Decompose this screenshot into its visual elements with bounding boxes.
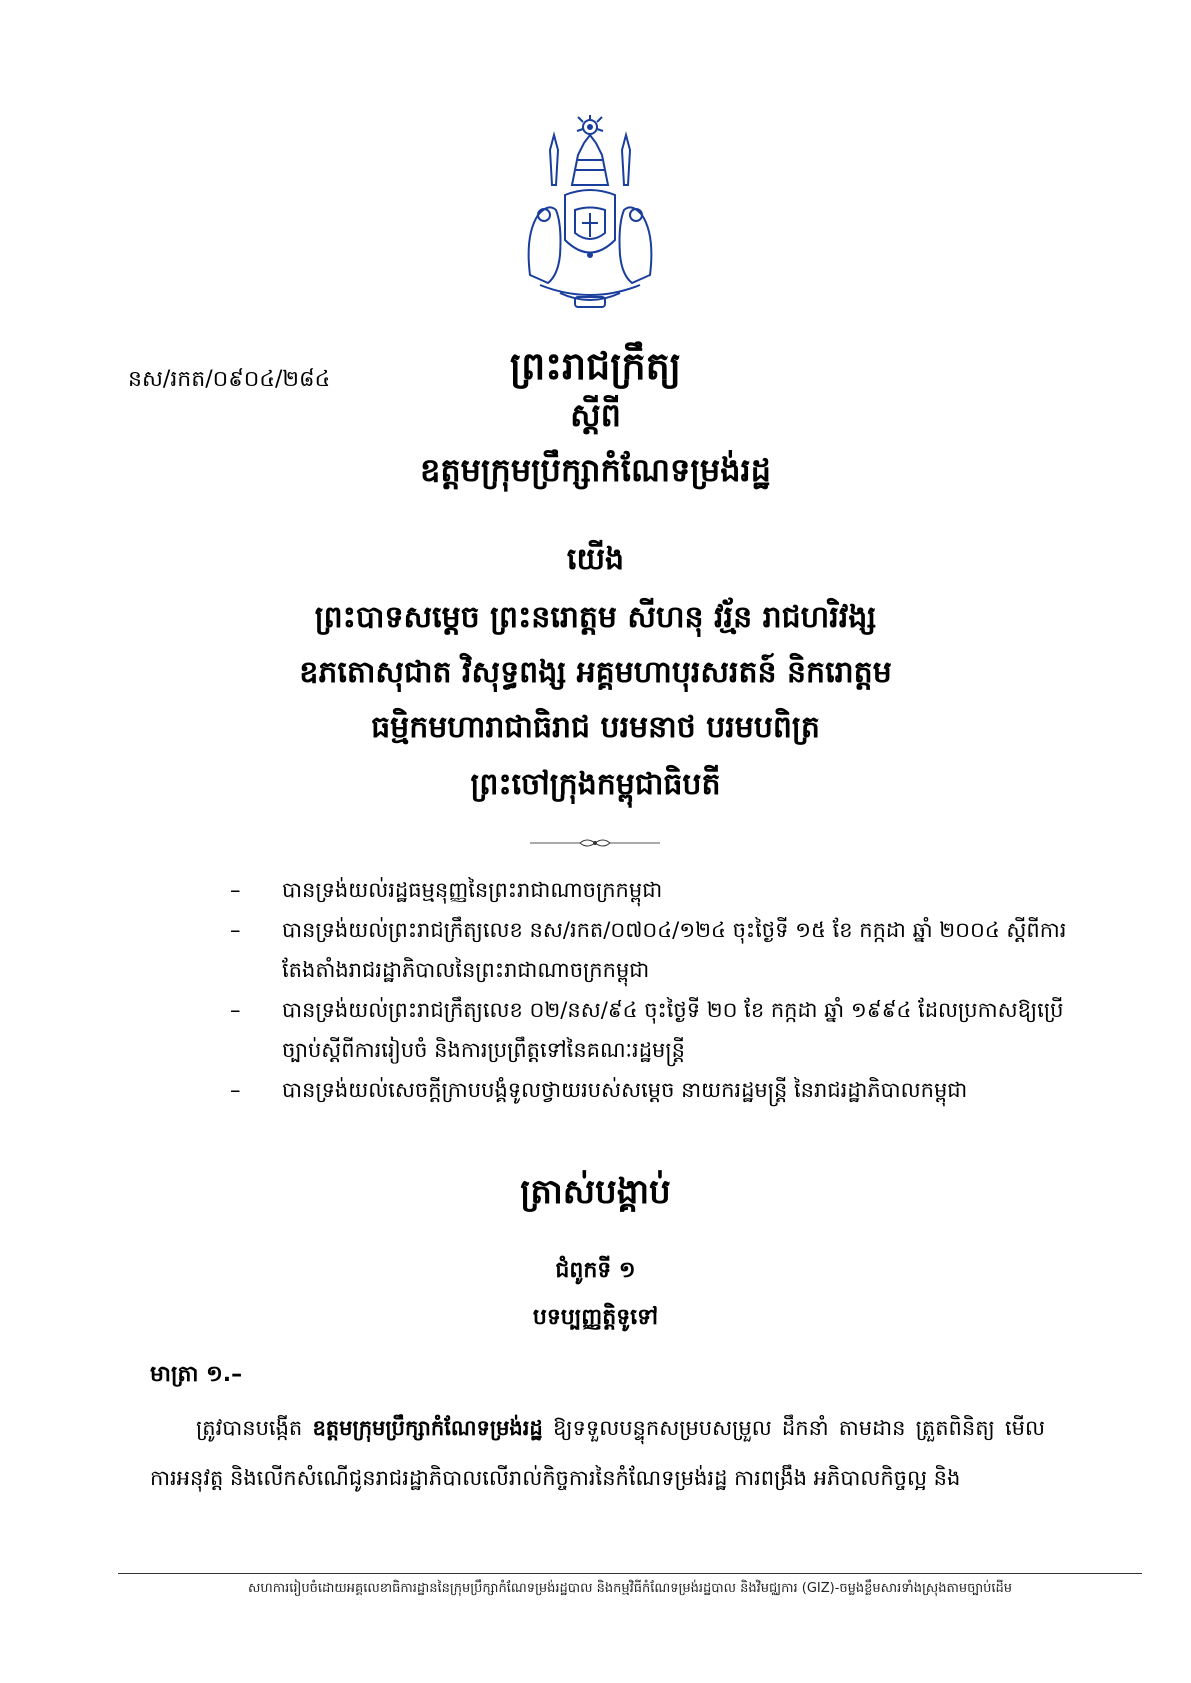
chapter-number: ជំពូកទី ១	[555, 1258, 636, 1283]
consideration-text: បានទ្រង់យល់រដ្ឋធម្មនុញ្ញនៃព្រះរាជាណាចក្រកម្ពុជា	[282, 878, 663, 902]
title-subject: ឧត្តមក្រុមប្រឹក្សាកំណែទម្រង់រដ្ឋ	[420, 451, 771, 489]
chapter-title: បទប្បញ្ញត្តិទូទៅ	[532, 1305, 659, 1330]
article-body	[150, 1403, 1045, 1503]
list-item	[230, 990, 1080, 1070]
monarch-title-line1: ព្រះបាទសម្ដេច ព្រះនរោត្ដម សីហនុ វរ្ម័ន រាជហរិវង្ស	[314, 600, 877, 635]
consideration-text: បានទ្រង់យល់ព្រះរាជក្រឹត្យលេខ នស/រកត/០៧០៤/១២៤ ចុះថ្ងៃទី ១៥ ខែ កក្កដា ឆ្នាំ ២០០៤ ស្ដីពីការតែងតាំងរាជរដ្ឋាភិបាលនៃព្រះរាជាណាចក្រកម្ពុជា	[282, 918, 1067, 982]
footer-note: សហការរៀបចំដោយអគ្គលេខាធិការដ្ឋាននៃក្រុមប្រឹក្សាកំណែទម្រង់រដ្ឋបាល និងកម្មវិធីកំណែទម្រង់រដ្ឋបាល និងវិមជ្ឈការ (GIZ)-ចម្លងខ្លឹមសារទាំងស្រុងតាមច្បាប់ដើម	[247, 1581, 1013, 1596]
royal-coat-of-arms-icon	[520, 115, 660, 315]
considerations-list	[230, 870, 1080, 1110]
list-item	[230, 870, 1080, 910]
consideration-text: បានទ្រង់យល់សេចក្ដីក្រាបបង្គំទូលថ្វាយរបស់សម្ដេច នាយករដ្ឋមន្ត្រី នៃរាជរដ្ឋាភិបាលកម្ពុជា	[282, 1078, 968, 1102]
list-dash: –	[230, 918, 241, 942]
list-dash: –	[230, 878, 241, 902]
list-item	[230, 910, 1080, 990]
title-about: ស្ដីពី	[570, 396, 621, 434]
monarch-title-line3: ធម្មិកមហារាជាធិរាជ បរមនាថ បរមបពិត្រ	[371, 710, 820, 745]
article-rest: ឱ្យទទួលបន្ទុកសម្របសម្រួល ដឹកនាំ តាមដាន ត្រួតពិនិត្យ មើលការអនុវត្ត និងលើកសំណើជូនរាជរដ្ឋាភិបាលលើរាល់កិច្ចការនៃកំណែទម្រង់រដ្ឋ ការពង្រឹង អភិបាលកិច្ចល្អ និង	[150, 1416, 1045, 1490]
monarch-title-line2: ឧភតោសុជាត វិសុទ្ធពង្ស អគ្គមហាបុរសរតន៍ និករោត្ដម	[299, 655, 892, 690]
footer-divider	[118, 1573, 1142, 1574]
decorative-divider-icon	[530, 836, 660, 850]
reference-number: នស/រកត/០៩០៤/២៨៤	[128, 367, 331, 392]
article-heading: មាត្រា ១.–	[150, 1362, 243, 1387]
orders-heading: ត្រាស់បង្គាប់	[520, 1172, 671, 1212]
document-type-title: ព្រះរាជក្រឹត្យ	[509, 344, 682, 388]
list-dash: –	[230, 1078, 241, 1102]
monarch-title-line4: ព្រះចៅក្រុងកម្ពុជាធិបតី	[470, 767, 721, 802]
list-dash: –	[230, 998, 241, 1022]
article-intro: ត្រូវបានបង្កើត	[196, 1416, 313, 1440]
monarch-we: យើង	[566, 542, 625, 577]
consideration-text: បានទ្រង់យល់ព្រះរាជក្រឹត្យលេខ ០២/នស/៩៤ ចុះថ្ងៃទី ២០ ខែ កក្កដា ឆ្នាំ ១៩៩៤ ដែលប្រកាសឱ្យប្រើច្បាប់ស្ដីពីការរៀបចំ និងការប្រព្រឹត្តទៅនៃគណៈរដ្ឋមន្ត្រី	[282, 998, 1064, 1062]
article-bold-council-name: ឧត្តមក្រុមប្រឹក្សាកំណែទម្រង់រដ្ឋ	[312, 1416, 543, 1440]
list-item	[230, 1070, 1080, 1110]
